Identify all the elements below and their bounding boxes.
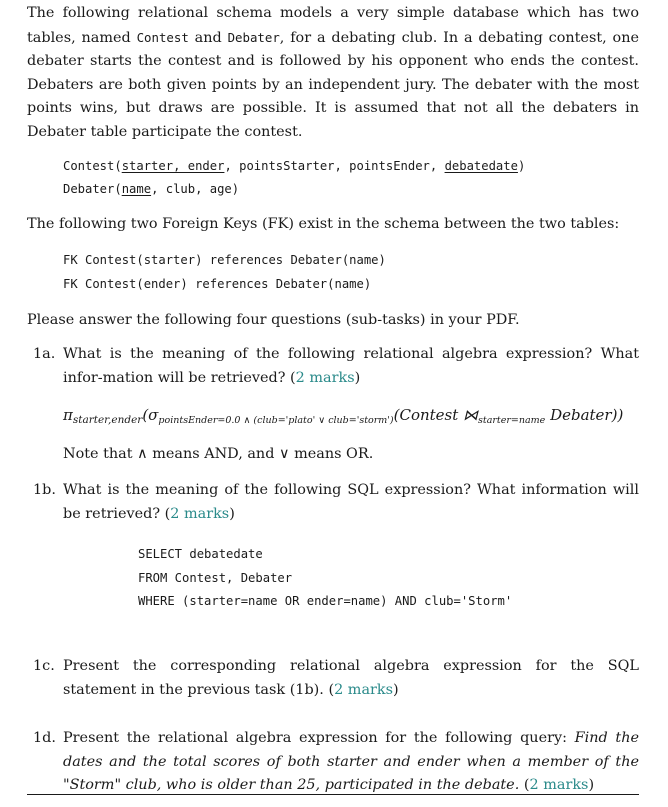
- note-and-or: Note that ∧ means AND, and ∨ means OR.: [63, 446, 374, 462]
- formula-tail: Debater)): [545, 406, 624, 424]
- fk-line-1: FK Contest(starter) references Debater(name): [63, 253, 386, 267]
- projection-subscript: starter,ender: [72, 414, 143, 426]
- formula-body: (Contest ⋈: [393, 406, 479, 424]
- question-1a-marks: 2 marks: [295, 369, 355, 386]
- question-1a-close: ): [354, 369, 361, 386]
- question-1c-body: Present the corresponding relational algebra expression for the SQL statement in the previous task (1b). (: [63, 658, 639, 698]
- contest-schema: [63, 159, 525, 173]
- question-1b-marks: 2 marks: [170, 505, 230, 522]
- question-1c-number: 1c.: [33, 658, 55, 674]
- question-1d-query: Find the dates and the total scores of both starter and ender when a member of the "Storm" club, who is older than 25, participated in the debate.: [63, 730, 639, 793]
- question-1d-text: [63, 727, 639, 798]
- question-1c-text: [63, 655, 639, 702]
- relational-algebra-formula: [63, 405, 623, 426]
- debater-table-name: Debater: [227, 29, 280, 45]
- contest-table-name: Contest: [136, 29, 189, 45]
- contest-schema-attrs: , pointsStarter, pointsEnder,: [224, 159, 445, 173]
- page-bottom-rule: [27, 794, 639, 795]
- question-1d-number: 1d.: [33, 730, 56, 746]
- contest-schema-name: Contest(: [63, 159, 122, 173]
- question-1c-marks: 2 marks: [334, 681, 394, 698]
- projection-symbol: π: [63, 406, 73, 424]
- contest-schema-date-key: debatedate: [444, 159, 518, 173]
- question-1a-number: 1a.: [33, 346, 56, 362]
- selection-symbol: (σ: [142, 406, 159, 424]
- debater-schema-key: name: [121, 182, 152, 196]
- sql-from: FROM Contest, Debater: [138, 571, 293, 585]
- intro-paragraph: [27, 2, 639, 144]
- intro-and: and: [188, 29, 228, 46]
- question-1b-body: What is the meaning of the following SQL expression? What information will be retrieved? (: [63, 482, 639, 522]
- fk-intro: The following two Foreign Keys (FK) exist in the schema between the two tables:: [27, 216, 620, 232]
- sql-where: WHERE (starter=name OR ender=name) AND club='Storm': [138, 594, 513, 608]
- instructions: Please answer the following four questions (sub-tasks) in your PDF.: [27, 312, 520, 328]
- question-1b-text: [63, 479, 639, 526]
- debater-schema: [63, 182, 239, 196]
- join-subscript: starter=name: [478, 415, 546, 426]
- question-1d-close: ): [588, 777, 595, 793]
- debater-schema-name: Debater(: [63, 182, 122, 196]
- sql-select: SELECT debatedate: [138, 547, 263, 561]
- question-1a-body: What is the meaning of the following relational algebra expression? What infor-mation will be retrieved? (: [63, 346, 639, 386]
- question-1c-close: ): [393, 681, 399, 698]
- question-1b-number: 1b.: [33, 482, 56, 498]
- question-1d-marks: 2 marks: [529, 777, 589, 793]
- question-1a-text: [63, 343, 639, 390]
- debater-schema-attrs: , club, age): [151, 182, 240, 196]
- contest-schema-close: ): [517, 159, 526, 173]
- fk-line-2: FK Contest(ender) references Debater(name): [63, 277, 372, 291]
- contest-schema-key: starter, ender: [121, 159, 225, 173]
- question-1d-open: (: [519, 777, 530, 793]
- intro-text-a: The following relational schema models a very simple database which has two tables, named: [27, 5, 639, 46]
- question-1b-close: ): [229, 505, 235, 522]
- question-1d-body: Present the relational algebra expression for the following query:: [63, 730, 575, 746]
- selection-subscript: pointsEnder=0.0 ∧ (club='plato' ∨ club='storm'): [158, 415, 394, 426]
- intro-text-b: , for a debating club. In a debating contest, one debater starts the contest and is followed by his opponent who ends the contest. Debaters are both given points by an independent jury. The debater with the most points wins, but draws are possible. It is assumed that not all the debaters in Debater table participate the contest.: [27, 29, 639, 140]
